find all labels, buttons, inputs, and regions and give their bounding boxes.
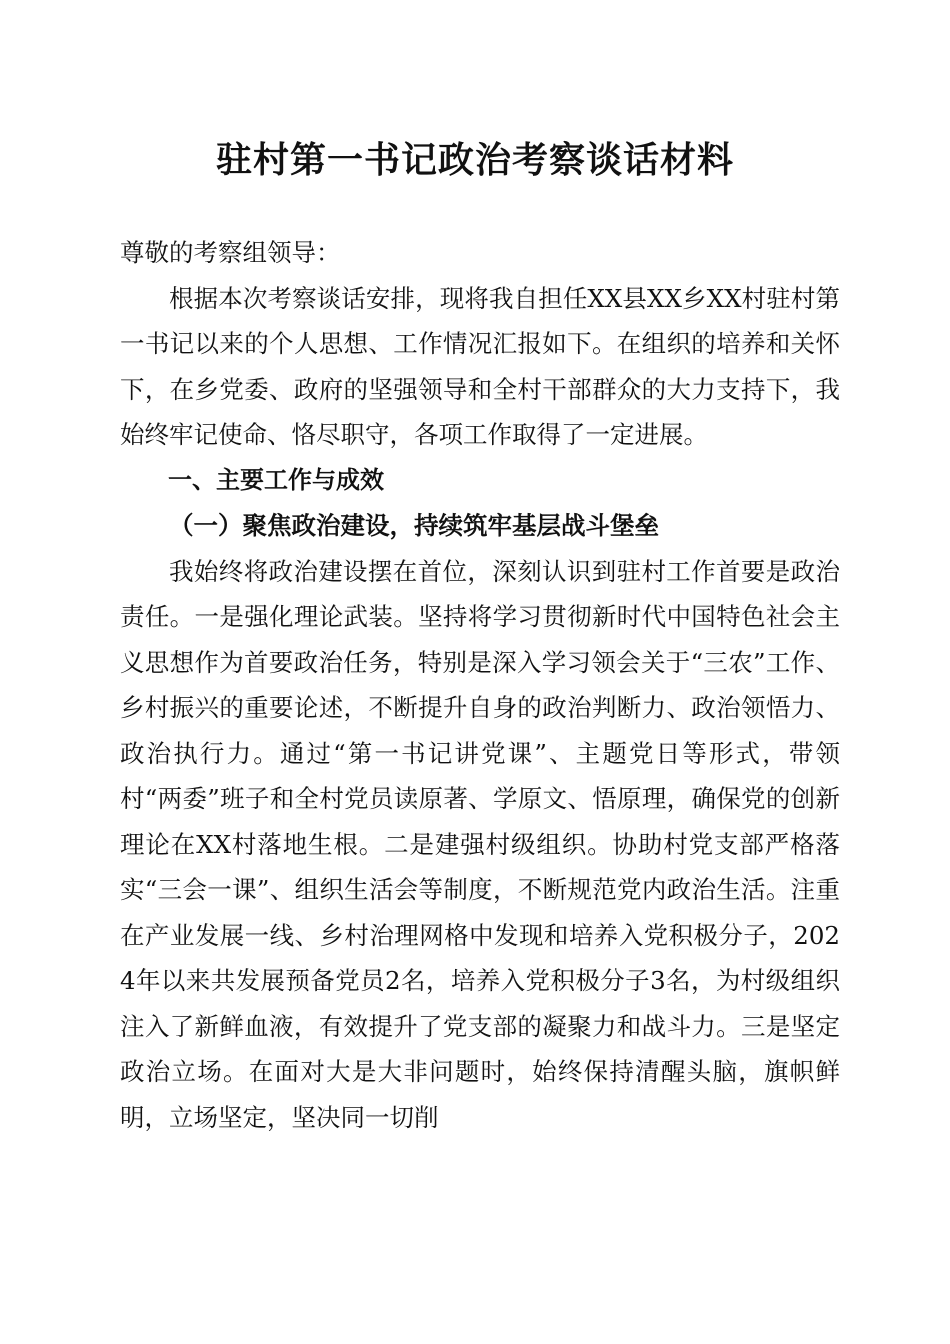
- section-heading: 一、主要工作与成效: [168, 465, 384, 494]
- document-body: [120, 230, 840, 1140]
- subsection-heading: （一）聚焦政治建设，持续筑牢基层战斗堡垒: [169, 511, 659, 540]
- salutation: 尊敬的考察组领导：: [120, 238, 341, 267]
- subsection-paragraph: 我始终将政治建设摆在首位，深刻认识到驻村工作首要是政治责任。一是强化理论武装。坚持将学习贯彻新时代中国特色社会主义思想作为首要政治任务，特别是深入学习领会关于“三农”工作、乡村振兴的重要论述，不断提升自身的政治判断力、政治领悟力、政治执行力。通过“第一书记讲党课”、主题党日等形式，带领村“两委”班子和全村党员读原著、学原文、悟原理，确保党的创新理论在XX村落地生根。二是建强村级组织。协助村党支部严格落实“三会一课”、组织生活会等制度，不断规范党内政治生活。注重在产业发展一线、乡村治理网格中发现和培养入党积极分子，2024年以来共发展预备党员2名，培养入党积极分子3名，为村级组织注入了新鲜血液，有效提升了党支部的凝聚力和战斗力。三是坚定政治立场。在面对大是大非问题时，始终保持清醒头脑，旗帜鲜明，立场坚定，坚决同一切削: [120, 556, 840, 1132]
- intro-paragraph: 根据本次考察谈话安排，现将我自担任XX县XX乡XX村驻村第一书记以来的个人思想、工作情况汇报如下。在组织的培养和关怀下，在乡党委、政府的坚强领导和全村干部群众的大力支持下，我始终牢记使命、恪尽职守，各项工作取得了一定进展。: [120, 283, 840, 449]
- document-title: 驻村第一书记政治考察谈话材料: [215, 139, 734, 181]
